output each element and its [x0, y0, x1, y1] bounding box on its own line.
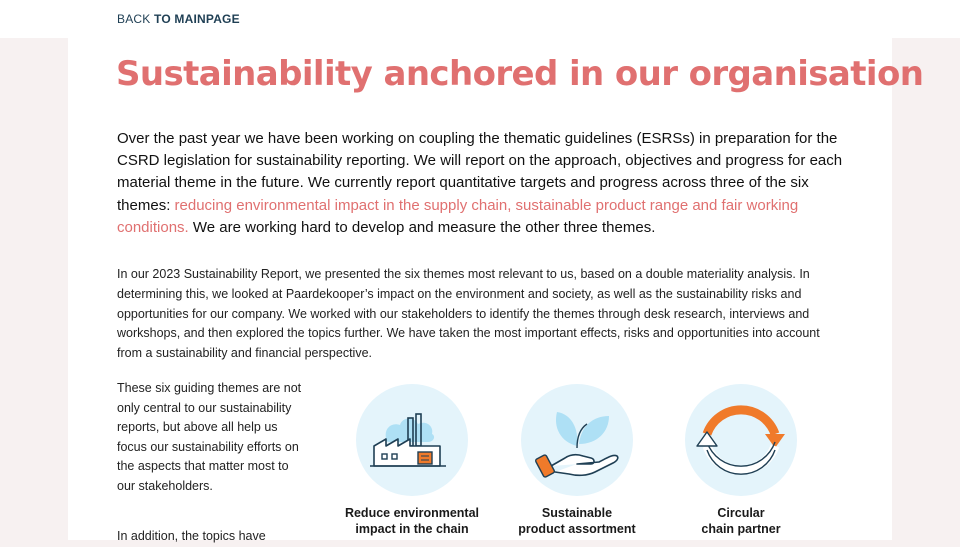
intro-highlight: reducing environmental impact in the supply chain, sustainable product range and fair working conditions. — [117, 196, 799, 236]
side-paragraph-1: These six guiding themes are not only central to our sustainability reports, but above all help us focus our sustainability efforts on the aspects that matter most to our stakeholders. — [117, 381, 302, 493]
intro-text-end: We are working hard to develop and measure the other three themes. — [188, 218, 656, 236]
side-paragraph-2: In addition, the topics have — [117, 529, 266, 543]
theme-sustainable-product-assortment — [492, 380, 662, 537]
back-to-mainpage-link[interactable] — [117, 12, 240, 26]
factory-icon — [356, 384, 468, 496]
back-prefix: BACK — [117, 12, 151, 26]
theme-reduce-environmental-impact — [327, 380, 497, 537]
page-title: Sustainability anchored in our organisation — [116, 54, 924, 94]
theme-circular-chain-partner — [656, 380, 826, 537]
intro-paragraph — [117, 128, 852, 239]
theme-label: Reduce environmental impact in the chain — [344, 506, 480, 536]
top-bar — [0, 0, 960, 38]
theme-label: Sustainable product assortment — [518, 506, 636, 536]
intro-text-start: Over the past year we have been working on coupling the thematic guidelines (ESRSs) in preparation for the CSRD legislation for sustainability reporting. We will report on the approach, objectives and progress for each material theme in the future. We currently report quantitative targets and progress across three of the six themes: — [117, 130, 843, 214]
plant-hand-icon — [521, 384, 633, 496]
theme-label: Circular chain partner — [701, 506, 781, 536]
circular-arrows-icon — [685, 384, 797, 496]
back-target: TO MAINPAGE — [154, 12, 240, 26]
body-paragraph: In our 2023 Sustainability Report, we presented the six themes most relevant to us, based on a double materiality analysis. In determining this, we looked at Paardekooper’s impact on the environment and society, as well as the sustainability risks and opportunities for our company. We worked with our stakeholders to identify the themes through desk research, interviews and workshops, and then explored the topics further. We have taken the most important effects, risks and opportunities into account from a sustainability and financial perspective. — [117, 267, 820, 361]
